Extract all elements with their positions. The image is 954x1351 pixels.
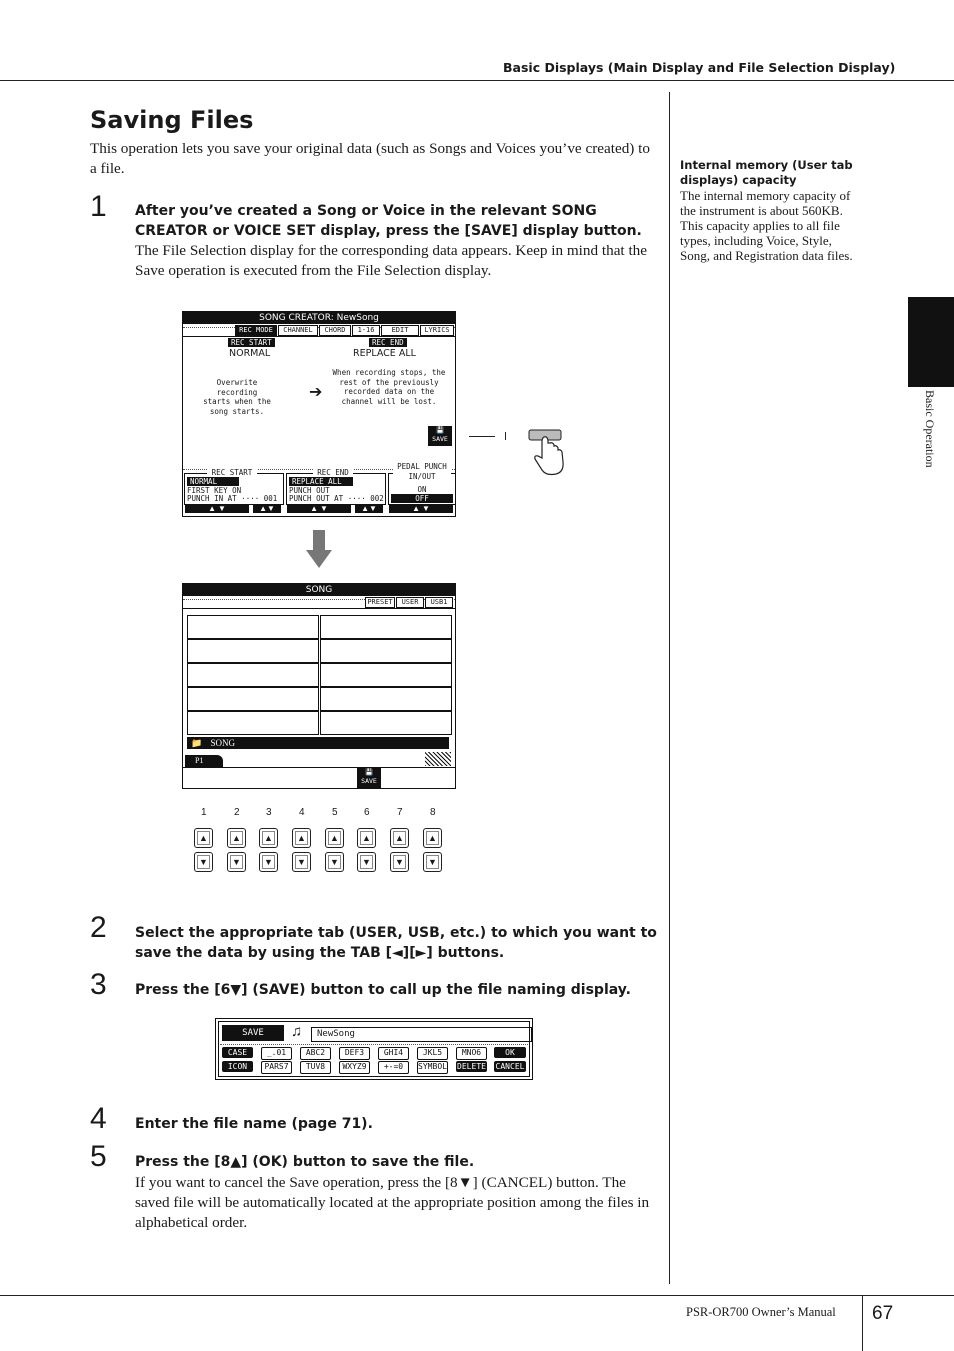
file-slot-9[interactable] bbox=[187, 711, 319, 735]
step-5-detail: If you want to cancel the Save operation, press the [8▼] (CANCEL) button. The saved file will be automatically located at the appropriate position among the files in alphabetical order. bbox=[135, 1173, 650, 1231]
key-symbols-0[interactable]: +-=0 bbox=[378, 1061, 409, 1074]
step-5-instruction: Press the [8▲] (OK) button to save the file. bbox=[135, 1154, 475, 1170]
tab-preset[interactable]: PRESET bbox=[365, 597, 395, 608]
name-input[interactable]: NewSong bbox=[311, 1027, 532, 1042]
music-note-icon: ♫ bbox=[291, 1024, 303, 1040]
pedal-punch-group: PEDAL PUNCH IN/OUT ON OFF bbox=[388, 473, 456, 505]
callout-tick bbox=[505, 432, 506, 440]
footer-manual-title: PSR-OR700 Owner’s Manual bbox=[686, 1305, 836, 1319]
button-2-down[interactable]: ▼ bbox=[227, 852, 246, 872]
button-2-up[interactable]: ▲ bbox=[227, 828, 246, 848]
key-icon[interactable]: ICON bbox=[222, 1061, 253, 1072]
folder-bar bbox=[187, 737, 449, 749]
tab-1-16[interactable]: 1-16 bbox=[352, 325, 380, 336]
rec-start-description: Overwrite recording starts when the song starts. bbox=[203, 378, 271, 416]
rec-end-description: When recording stops, the rest of the previously recorded data on the channel will be lost. bbox=[332, 368, 446, 406]
section-intro: This operation lets you save your original data (such as Songs and Voices you’ve created) to a file. bbox=[90, 140, 650, 177]
button-4-up[interactable]: ▲ bbox=[292, 828, 311, 848]
step-3 bbox=[135, 981, 660, 1001]
memory-note-title: Internal memory (User tab displays) capacity bbox=[680, 158, 853, 187]
key-case[interactable]: CASE bbox=[222, 1047, 253, 1058]
file-slot-5[interactable] bbox=[187, 663, 319, 687]
callout-line bbox=[469, 436, 495, 437]
button-8-up[interactable]: ▲ bbox=[423, 828, 442, 848]
rec-start-updown-2[interactable]: ▲▼ bbox=[253, 504, 281, 513]
button-1-up[interactable]: ▲ bbox=[194, 828, 213, 848]
rec-end-value: REPLACE ALL bbox=[353, 348, 416, 359]
save-file-button[interactable]: 💾 SAVE bbox=[357, 768, 381, 788]
button-column-3 bbox=[259, 828, 277, 876]
key-def3[interactable]: DEF3 bbox=[339, 1047, 370, 1060]
rec-start-updown[interactable]: ▲ ▼ bbox=[185, 504, 249, 513]
rec-end-updown[interactable]: ▲ ▼ bbox=[287, 504, 351, 513]
song-creator-title: SONG CREATOR: NewSong bbox=[183, 312, 455, 324]
step-2 bbox=[135, 924, 660, 963]
memory-note-text: The internal memory capacity of the instrument is about 560KB. This capacity applies to all file types, including Voice, Style, Song, and Registration data files. bbox=[680, 188, 853, 263]
file-slot-10[interactable] bbox=[320, 711, 452, 735]
save-disk-icon: 💾 bbox=[435, 426, 445, 434]
tab-channel[interactable]: CHANNEL bbox=[278, 325, 318, 336]
file-naming-screen bbox=[215, 1018, 533, 1080]
file-slot-7[interactable] bbox=[187, 687, 319, 711]
button-7-up[interactable]: ▲ bbox=[390, 828, 409, 848]
page-tab-p1[interactable]: P1 bbox=[185, 755, 223, 767]
step-number-5: 5 bbox=[90, 1140, 107, 1173]
key-symbol[interactable]: SYMBOL bbox=[417, 1061, 448, 1074]
naming-save-label: SAVE bbox=[222, 1025, 284, 1041]
button-1-down[interactable]: ▼ bbox=[194, 852, 213, 872]
button-8-down[interactable]: ▼ bbox=[423, 852, 442, 872]
step-number-3: 3 bbox=[90, 968, 107, 1001]
button-column-6 bbox=[357, 828, 375, 876]
tab-edit[interactable]: EDIT bbox=[381, 325, 419, 336]
step-number-4: 4 bbox=[90, 1102, 107, 1135]
button-6-down[interactable]: ▼ bbox=[357, 852, 376, 872]
folder-icon: 📁 bbox=[191, 738, 203, 748]
key-pqrs7[interactable]: PARS7 bbox=[261, 1061, 292, 1074]
button-column-1 bbox=[194, 828, 212, 876]
key-delete[interactable]: DELETE bbox=[457, 1062, 486, 1071]
file-slot-8[interactable] bbox=[320, 687, 452, 711]
key-abc2[interactable]: ABC2 bbox=[300, 1047, 331, 1060]
button-number-6: 6 bbox=[364, 807, 370, 818]
column-divider bbox=[669, 92, 670, 1284]
button-column-2 bbox=[227, 828, 245, 876]
button-6-up[interactable]: ▲ bbox=[357, 828, 376, 848]
button-column-8 bbox=[423, 828, 441, 876]
tab-user[interactable]: USER bbox=[396, 597, 424, 608]
key-wxyz9[interactable]: WXYZ9 bbox=[339, 1061, 370, 1074]
button-3-up[interactable]: ▲ bbox=[259, 828, 278, 848]
button-number-8: 8 bbox=[430, 807, 436, 818]
key-punct-1[interactable]: _.01 bbox=[261, 1047, 292, 1060]
button-5-up[interactable]: ▲ bbox=[325, 828, 344, 848]
footer-rule bbox=[0, 1295, 954, 1296]
file-slot-4[interactable] bbox=[320, 639, 452, 663]
tab-lyrics[interactable]: LYRICS bbox=[420, 325, 454, 336]
scroll-pattern bbox=[425, 752, 451, 766]
header-rule bbox=[0, 80, 954, 81]
rec-start-group: REC START NORMAL FIRST KEY ON PUNCH IN AT ···· 001 bbox=[184, 473, 284, 505]
button-number-3: 3 bbox=[266, 807, 272, 818]
key-jkl5[interactable]: JKL5 bbox=[417, 1047, 448, 1060]
step-1 bbox=[135, 202, 660, 281]
memory-note bbox=[680, 158, 864, 263]
pressing-hand-icon bbox=[526, 426, 568, 478]
rec-end-label: REC END bbox=[369, 338, 407, 347]
down-arrow-icon bbox=[306, 530, 332, 568]
step-number-2: 2 bbox=[90, 911, 107, 944]
button-number-7: 7 bbox=[397, 807, 403, 818]
tab-chord[interactable]: CHORD bbox=[319, 325, 351, 336]
key-cancel[interactable]: CANCEL bbox=[495, 1062, 525, 1071]
button-5-down[interactable]: ▼ bbox=[325, 852, 344, 872]
step-4-instruction: Enter the file name (page 71). bbox=[135, 1116, 373, 1132]
save-disk-icon: 💾 bbox=[364, 768, 374, 776]
button-3-down[interactable]: ▼ bbox=[259, 852, 278, 872]
key-ok[interactable]: OK bbox=[494, 1047, 526, 1058]
step-number-1: 1 bbox=[90, 190, 107, 223]
button-column-7 bbox=[390, 828, 408, 876]
step-1-instruction: After you’ve created a Song or Voice in the relevant SONG CREATOR or VOICE SET display, press the [SAVE] display button. bbox=[135, 203, 642, 239]
file-screen-title: SONG bbox=[183, 584, 455, 596]
chapter-side-label: Basic Operation bbox=[923, 390, 937, 468]
button-number-2: 2 bbox=[234, 807, 240, 818]
step-3-instruction: Press the [6▼] (SAVE) button to call up the file naming display. bbox=[135, 982, 631, 998]
key-mno6[interactable]: MNO6 bbox=[456, 1047, 487, 1060]
file-selection-screen bbox=[182, 583, 456, 789]
section-title: Saving Files bbox=[90, 106, 254, 134]
file-slot-1[interactable] bbox=[187, 615, 319, 639]
song-creator-screen bbox=[182, 311, 456, 517]
page-number: 67 bbox=[872, 1303, 894, 1324]
tab-rec-mode[interactable]: REC MODE bbox=[235, 325, 277, 336]
button-column-4 bbox=[292, 828, 310, 876]
rec-start-label: REC START bbox=[228, 338, 275, 347]
folder-label: SONG bbox=[210, 738, 235, 748]
button-number-4: 4 bbox=[299, 807, 305, 818]
step-5 bbox=[135, 1153, 660, 1233]
tab-usb1[interactable]: USB1 bbox=[425, 597, 453, 608]
rec-end-updown-2[interactable]: ▲▼ bbox=[355, 504, 383, 513]
rec-start-value: NORMAL bbox=[229, 348, 271, 359]
pedal-updown[interactable]: ▲ ▼ bbox=[389, 504, 453, 513]
save-display-button[interactable]: 💾 SAVE bbox=[428, 426, 452, 446]
chapter-side-tab bbox=[908, 297, 954, 387]
rec-end-group: REC END REPLACE ALL PUNCH OUT PUNCH OUT AT ···· 002 bbox=[286, 473, 386, 505]
footer-divider bbox=[862, 1295, 863, 1351]
key-ghi4[interactable]: GHI4 bbox=[378, 1047, 409, 1060]
file-slot-2[interactable] bbox=[320, 615, 452, 639]
button-4-down[interactable]: ▼ bbox=[292, 852, 311, 872]
file-slot-3[interactable] bbox=[187, 639, 319, 663]
button-column-5 bbox=[325, 828, 343, 876]
file-slot-6[interactable] bbox=[320, 663, 452, 687]
button-number-5: 5 bbox=[332, 807, 338, 818]
step-2-instruction: Select the appropriate tab (USER, USB, etc.) to which you want to save the data by using the TAB [◄][►] buttons. bbox=[135, 925, 657, 961]
key-tuv8[interactable]: TUV8 bbox=[300, 1061, 331, 1074]
step-4 bbox=[135, 1115, 660, 1135]
step-1-detail: The File Selection display for the corresponding data appears. Keep in mind that the Save operation is executed from the File Selection display. bbox=[135, 242, 648, 279]
arrow-right-icon: ➔ bbox=[309, 384, 323, 401]
running-header: Basic Displays (Main Display and File Selection Display) bbox=[503, 60, 896, 75]
button-7-down[interactable]: ▼ bbox=[390, 852, 409, 872]
button-number-1: 1 bbox=[201, 807, 207, 818]
